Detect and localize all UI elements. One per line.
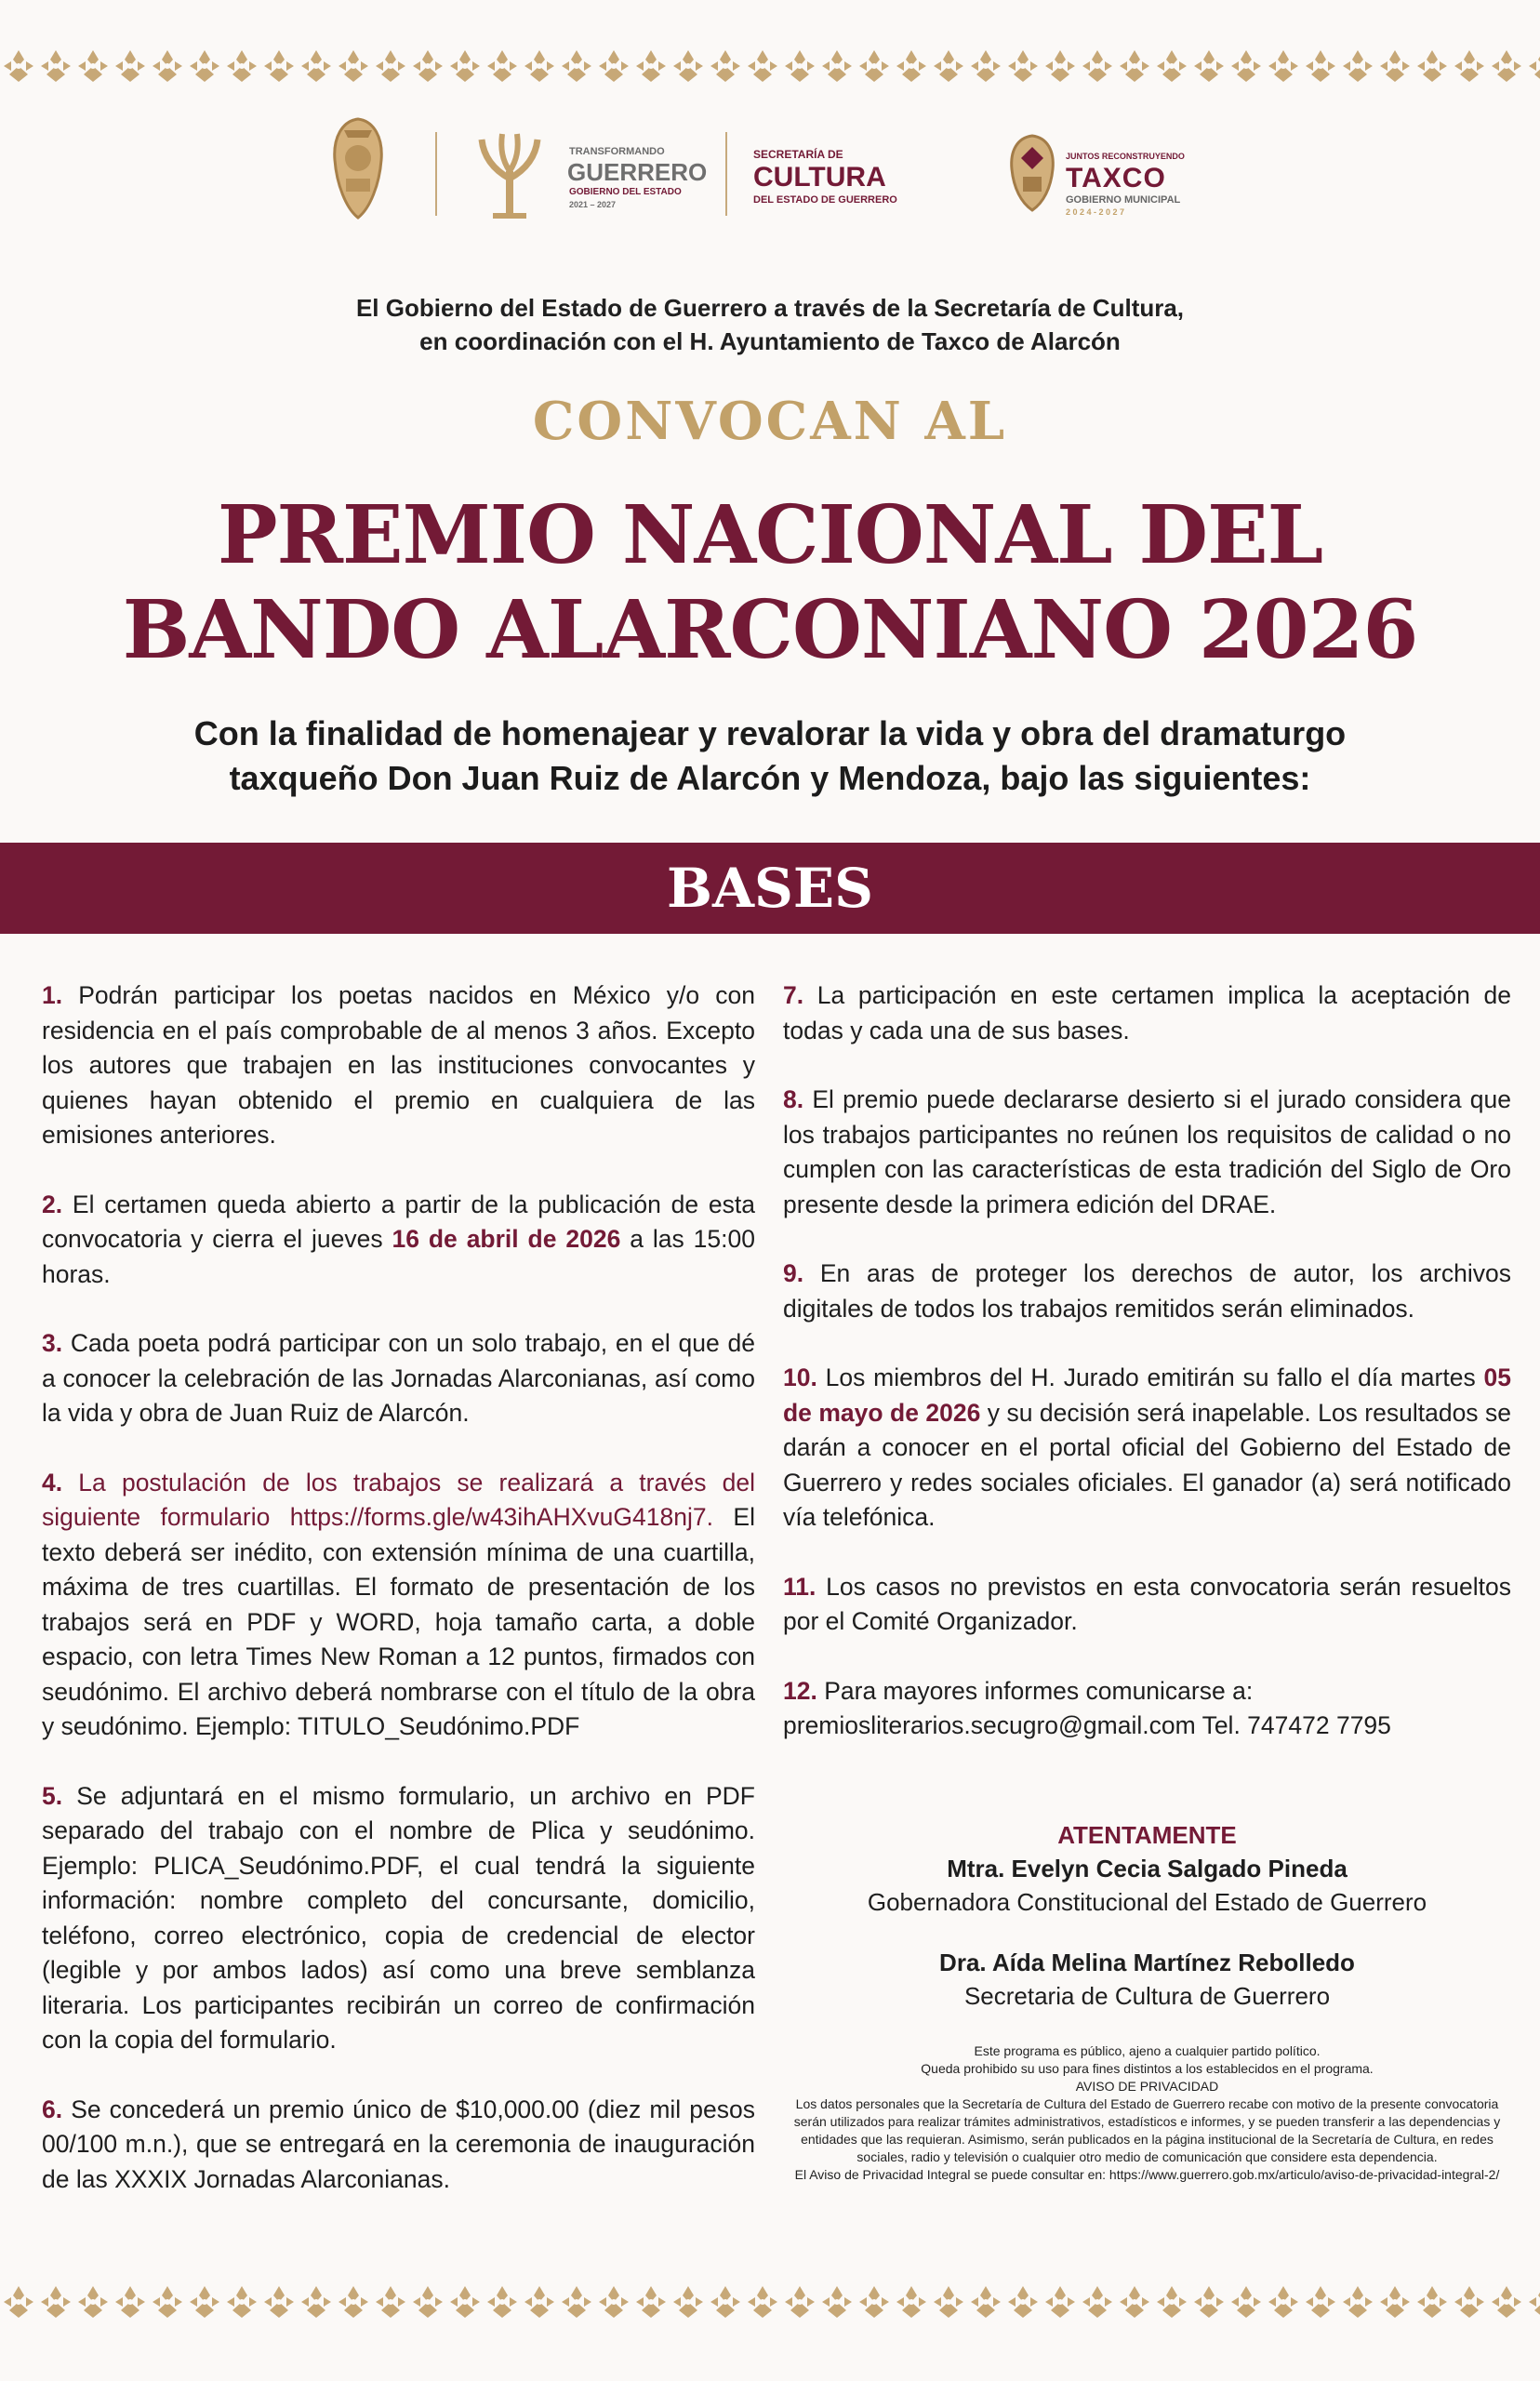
base-text: a las 15:00 horas.	[42, 1225, 755, 1288]
base-item-11	[783, 1570, 1511, 1640]
base-number: 7.	[783, 981, 804, 1009]
logo-cultura-line2: CULTURA	[753, 162, 886, 193]
base-item-10	[783, 1361, 1511, 1536]
base-item-6	[42, 2093, 755, 2198]
logo-guerrero-line3: GOBIERNO DEL ESTADO	[569, 187, 682, 197]
convocan-heading: CONVOCAN AL	[532, 391, 1008, 452]
base-number: 8.	[783, 1085, 804, 1113]
base-item-9	[783, 1257, 1511, 1326]
signer-role-1: Gobernadora Constitucional del Estado de Guerrero	[867, 1888, 1427, 1916]
ornamental-border-bottom	[0, 2282, 1540, 2321]
base-item-1	[42, 978, 755, 1153]
signature-block-1	[783, 1818, 1511, 1919]
privacy-text: Los datos personales que la Secretaría de Cultura del Estado de Guerrero recabe con motivo de la presente convocatoria serán utilizados para realizar trámites administrativos, estadísticos e informes, y se pueden transferir a las dependencias y entidades que las requieran. Asimismo, serán publicados en la página institucional de la Secretaría de Cultura, en redes sociales, radio y televisión o cualquier otro medio de comunicación que considere esta dependencia.	[793, 2096, 1501, 2164]
contact-info[interactable]: premiosliterarios.secugro@gmail.com Tel. 747472 7795	[783, 1711, 1391, 1739]
logo-divider	[435, 132, 437, 216]
base-item-12	[783, 1674, 1511, 1744]
base-number: 5.	[42, 1781, 63, 1810]
tree-icon	[465, 123, 554, 225]
base-number: 11.	[783, 1572, 816, 1601]
main-title-line-1: PREMIO NACIONAL DEL	[217, 488, 1323, 582]
base-text: Los casos no previstos en esta convocatoria serán resueltos por el Comité Organizador.	[783, 1572, 1511, 1635]
base-number: 2.	[42, 1190, 63, 1218]
base-number: 3.	[42, 1329, 63, 1357]
base-text: La participación en este certamen implica la aceptación de todas y cada una de sus bases.	[783, 981, 1511, 1044]
base-number: 12.	[783, 1676, 817, 1705]
bases-right-column	[783, 978, 1511, 1778]
taxco-crest-icon	[1004, 130, 1060, 214]
bases-heading: BASES	[666, 857, 873, 920]
subtitle-line-2: taxqueño Don Juan Ruiz de Alarcón y Mendoza, bajo las siguientes:	[229, 759, 1311, 797]
logo-taxco-line3: GOBIERNO MUNICIPAL	[1066, 194, 1181, 206]
closing-date: 16 de abril de 2026	[392, 1225, 621, 1253]
guerrero-coat-of-arms-logo	[325, 112, 391, 233]
signer-name-1: Mtra. Evelyn Cecia Salgado Pineda	[947, 1855, 1348, 1882]
base-text: En aras de proteger los derechos de autor, los archivos digitales de todos los trabajos remitidos serán eliminados.	[783, 1259, 1511, 1323]
logo-taxco-line2: TAXCO	[1066, 163, 1166, 193]
base-text: El premio puede declararse desierto si el jurado considera que los trabajos participantes no reúnen los requisitos de calidad o no cumplen con las características de esta tradición del Siglo de Oro presente desde la primera edición del DRAE.	[783, 1085, 1511, 1218]
intro-paragraph	[0, 291, 1540, 358]
base-text: El certamen queda abierto a partir de la publicación de esta convocatoria y cierra el jueves	[42, 1190, 755, 1253]
atentamente-label: ATENTAMENTE	[1057, 1821, 1237, 1849]
privacy-link[interactable]: El Aviso de Privacidad Integral se puede consultar en: https://www.guerrero.gob.mx/articulo/aviso-de-privacidad-integral-2/	[794, 2167, 1500, 2182]
base-item-3	[42, 1326, 755, 1431]
base-text: Cada poeta podrá participar con un solo trabajo, en el que dé a conocer la celebración de las Jornadas Alarconianas, así como la vida y obra de Juan Ruiz de Alarcón.	[42, 1329, 755, 1427]
base-number: 1.	[42, 981, 63, 1009]
logos-row	[325, 112, 1218, 233]
transformando-guerrero-logo	[465, 112, 725, 233]
signer-role-2: Secretaria de Cultura de Guerrero	[963, 1982, 1331, 2010]
bases-banner	[0, 843, 1540, 934]
logo-cultura-line3: DEL ESTADO DE GUERRERO	[753, 194, 897, 206]
privacy-heading: AVISO DE PRIVACIDAD	[1075, 2079, 1219, 2094]
signature-block-2	[783, 1946, 1511, 2013]
bases-left-column	[42, 978, 755, 2231]
base-text: Los miembros del H. Jurado emitirán su fallo el día martes	[825, 1363, 1476, 1391]
intro-line-1: El Gobierno del Estado de Guerrero a través de la Secretaría de Cultura,	[355, 294, 1185, 322]
logo-taxco-line1: JUNTOS RECONSTRUYENDO	[1066, 152, 1185, 161]
subtitle	[0, 712, 1540, 801]
secretaria-cultura-logo	[753, 112, 949, 233]
ornamental-border-top	[0, 47, 1540, 86]
base-item-4	[42, 1466, 755, 1745]
legal-notice	[783, 2042, 1511, 2184]
legal-line: Este programa es público, ajeno a cualquier partido político.	[974, 2043, 1321, 2058]
base-item-2	[42, 1188, 755, 1293]
base-text: El texto deberá ser inédito, con extensión mínima de una cuartilla, máxima de tres cuartillas. El formato de presentación de los trabajos será en PDF y WORD, hoja tamaño carta, a doble espacio, con letra Times New Roman a 12 puntos, firmados con seudónimo. El archivo deberá nombrarse con el título de la obra y seudónimo. Ejemplo: TITULO_Seudónimo.PDF	[42, 1503, 755, 1740]
base-text: Se adjuntará en el mismo formulario, un archivo en PDF separado del trabajo con el nombre de Plica y seudónimo. Ejemplo: PLICA_Seudónimo.PDF, el cual tendrá la siguiente información: nombre completo del concursante, domicilio, teléfono, correo electrónico, copia de credencial de elector (legible y por ambos lados) así como una breve semblanza literaria. Los participantes recibirán un correo de confirmación con la copia del formulario.	[42, 1781, 755, 2054]
subtitle-line-1: Con la finalidad de homenajear y revalorar la vida y obra del dramaturgo	[193, 714, 1347, 752]
base-item-5	[42, 1779, 755, 2058]
legal-line: Queda prohibido su uso para fines distintos a los establecidos en el programa.	[921, 2061, 1374, 2076]
base-text: Para mayores informes comunicarse a:	[824, 1676, 1254, 1705]
base-text: Se concederá un premio único de $10,000.00 (diez mil pesos 00/100 m.n.), que se entregará en la ceremonia de inauguración de las XXXIX Jornadas Alarconianas.	[42, 2095, 755, 2193]
base-item-7	[783, 978, 1511, 1048]
logo-cultura-line1: SECRETARÍA DE	[753, 148, 843, 161]
signer-name-2: Dra. Aída Melina Martínez Rebolledo	[939, 1949, 1355, 1976]
logo-guerrero-line4: 2021 – 2027	[569, 200, 617, 209]
logo-taxco-line4: 2 0 2 4 - 2 0 2 7	[1066, 207, 1125, 217]
base-number: 9.	[783, 1259, 804, 1287]
main-title	[0, 488, 1540, 678]
base-text: y su decisión será inapelable. Los resultados se darán a conocer en el portal oficial del Gobierno del Estado de Guerrero y redes sociales oficiales. El ganador (a) será notificado vía telefónica.	[783, 1398, 1511, 1531]
logo-guerrero-line1: TRANSFORMANDO	[569, 146, 665, 157]
taxco-gobierno-municipal-logo	[1004, 112, 1218, 233]
verdict-date: 05 de mayo de 2026	[783, 1363, 1511, 1427]
intro-line-2: en coordinación con el H. Ayuntamiento de Taxco de Alarcón	[419, 327, 1121, 355]
logo-guerrero-line2: GUERRERO	[567, 158, 708, 186]
base-text: Podrán participar los poetas nacidos en México y/o con residencia en el país comprobable de al menos 3 años. Excepto los autores que trabajen en las instituciones convocantes y quienes hayan obtenido el premio en cualquiera de las emisiones anteriores.	[42, 981, 755, 1149]
logo-divider	[725, 132, 727, 216]
form-link[interactable]: La postulación de los trabajos se realizará a través del siguiente formulario https://forms.gle/w43ihAHXvuG418nj7.	[42, 1468, 755, 1531]
base-number: 6.	[42, 2095, 63, 2123]
base-number: 10.	[783, 1363, 817, 1391]
main-title-line-2: BANDO ALARCONIANO 2026	[122, 583, 1418, 677]
base-item-8	[783, 1083, 1511, 1222]
base-number: 4.	[42, 1468, 63, 1496]
